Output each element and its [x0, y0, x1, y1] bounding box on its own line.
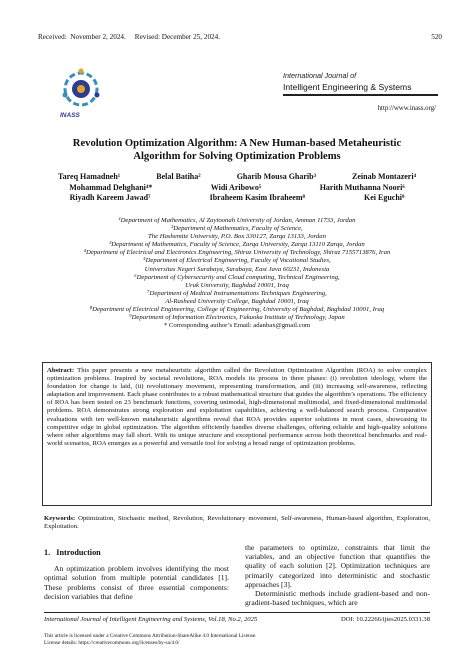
affiliation-line: ⁶Department of Cybersecurity and Cloud computing, Technical Engineering, — [134, 273, 340, 281]
intro-paragraph: An optimization problem involves identifying the most optimal solution from multiple potential candidates [1]. These problems consist of three essential components: decision variables that define — [44, 564, 229, 601]
intro-paragraph: Deterministic methods include gradient-based and non-gradient-based techniques, which are — [245, 589, 430, 608]
author: Riyadh Kareem Jawad⁷ — [69, 193, 151, 202]
author: Tareq Hamadneh¹ — [58, 172, 121, 181]
keywords — [44, 515, 430, 532]
author-row — [40, 172, 434, 183]
author: Zeinab Montazeri⁴ — [352, 172, 416, 181]
license-notice — [44, 633, 257, 647]
author: Belal Batiha² — [156, 172, 201, 181]
affiliation-line: Uruk University, Baghdad 10001, Iraq — [185, 281, 289, 289]
affiliation-line: Universitas Negeri Surabaya, Surabaya, East Java 60231, Indonesia — [144, 265, 330, 273]
footer-journal-reference: International Journal of Intelligent Engineering and Systems, Vol.18, No.2, 2025 — [44, 616, 258, 623]
page-number: 520 — [431, 33, 442, 41]
affiliation-line: ²Department of Mathematics, Faculty of Science, — [171, 225, 303, 233]
abstract-box — [42, 362, 432, 506]
journal-name-line1: International Journal of — [283, 71, 357, 80]
author: Widi Aribowo⁵ — [210, 182, 262, 192]
journal-name — [283, 71, 412, 92]
abstract-label: Abstract: — [47, 367, 75, 374]
footer-divider — [44, 612, 430, 613]
author-list — [40, 172, 434, 204]
author-row — [40, 193, 434, 204]
affiliation-line: ¹Department of Mathematics, Al Zaytoonah University of Jordan, Amman 11733, Jordan — [118, 217, 356, 224]
left-column — [44, 546, 229, 601]
license-link[interactable]: License details: https://creativecommons.org/licenses/by-sa/4.0/ — [44, 640, 180, 646]
journal-underline — [283, 94, 438, 96]
paper-title — [40, 137, 434, 163]
received-revised-dates: Received: November 2, 2024. Revised: December 25, 2024. — [38, 33, 221, 41]
author-row — [40, 183, 434, 194]
author: Harith Muthanna Noori⁶ — [319, 182, 405, 192]
affiliation-line: The Hashemite University, P.O. Box 330127, Zarqa 13133, Jordan — [148, 233, 326, 241]
affiliation-line: ⁴Department of Electrical and Electronics Engineering, Shiraz University of Technology, Shiraz 7155713876, Iran — [83, 249, 391, 257]
intro-paragraph-continued: the parameters to optimize, constraints that limit the variables, and an objective function that quantifies the quality of each solution [2]. Optimization techniques are primarily categorized into deterministic and stochastic approaches [3]. — [245, 543, 430, 589]
journal-name-line2: Intelligent Engineering & Systems — [283, 82, 412, 92]
license-line: This article is licensed under a Creative Commons Attribution-ShareAlike 4.0 International License. — [44, 633, 257, 639]
logo-text: INASS — [60, 112, 80, 119]
affiliation-line: ⁹Department of Information Electronics, Fukuoka Institute of Technology, Japan — [129, 314, 345, 322]
journal-url-link[interactable]: http://www.inass.org/ — [377, 105, 436, 112]
affiliation-line: ⁷Department of Medical Instrumentations Techniques Engineering, — [147, 289, 327, 297]
footer-doi[interactable]: DOI: 10.22266/ijies2025.0331.38 — [340, 616, 430, 623]
affiliation-line: ⁸Department of Electrical Engineering, College of Engineering, University of Baghdad, Baghdad 10001, Iraq — [89, 306, 385, 314]
affiliation-line: ³Department of Mathematics, Faculty of Science, Zarqa University, Zarqa 13110 Zarqa, Jordan — [109, 241, 365, 249]
keywords-text: Optimization, Stochastic method, Revolution, Revolutionary movement, Self-awareness, Human-based algorithm, Exploration, Exploitation. — [44, 515, 430, 531]
author: Ibraheem Kasim Ibraheem⁸ — [209, 193, 305, 202]
corresponding-author-email: * Corresponding author’s Email: adanbax@gmail.com — [163, 322, 311, 330]
inass-logo-icon — [55, 65, 107, 115]
title-line-2: Algorithm for Solving Optimization Problems — [133, 151, 341, 162]
author: Gharib Mousa Gharib³ — [236, 172, 316, 181]
footer — [44, 616, 430, 623]
affiliations — [30, 217, 444, 330]
author: Mohammad Dehghani⁴* — [69, 182, 153, 192]
section-heading: 1. Introduction — [44, 548, 101, 557]
affiliation-line: Al-Rasheed University College, Baghdad 10001, Iraq — [165, 297, 309, 305]
right-column — [245, 543, 430, 607]
author: Kei Eguchi⁹ — [364, 193, 405, 202]
title-line-1: Revolution Optimization Algorithm: A New Human-based Metaheuristic — [72, 138, 402, 149]
affiliation-line: ⁵Department of Electrical Engineering, Faculty of Vocational Studies, — [143, 257, 331, 265]
keywords-label: Keywords: — [44, 515, 76, 522]
abstract-text: This paper presents a new metaheuristic algorithm called the Revolution Optimization Algorithm (ROA) to solve complex optimization problems. Inspired by societal revolutions, ROA models its process in three phases: (i) revolution ideology, where the foundation for change is laid, (ii) revolutionary movement, representing transformation, and (iii) increasing self-awareness, reflecting adaptation and improvement. Each phase contributes to a robust mathematical structure that guides the algorithm’s operations. The efficiency of ROA has been tested on 23 benchmark functions, covering unimodal, high-dimensional multimodal, and fixed-dimensional multimodal problems. ROA demonstrates strong exploration and exploitation capabilities, achieving a well-balanced search process. Comparative evaluations with ten well-known metaheuristic algorithms reveal that ROA provides superior solutions in most cases, showcasing its competitive edge in global optimization. The algorithm efficiently handles diverse challenges, offering reliable and high-quality solutions where other algorithms may fall short. With its unique structure and exceptional performance across both theoretical benchmarks and real-world scenarios, ROA emerges as a powerful and versatile tool for solving a broad range of optimization problems. — [47, 367, 427, 447]
